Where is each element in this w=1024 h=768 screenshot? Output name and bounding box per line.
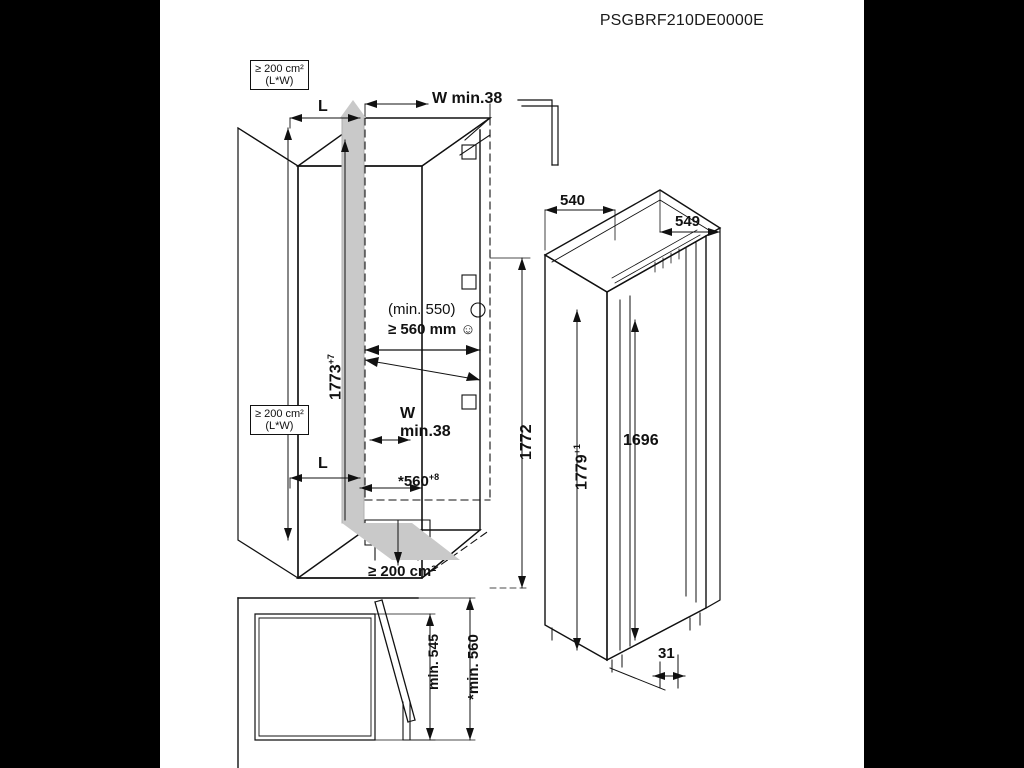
dim-depth-540: 540 bbox=[560, 192, 586, 209]
dim-w-mid: W min.38 bbox=[400, 405, 451, 440]
dim-l-top: L bbox=[318, 98, 328, 115]
dim-door-gap: 31 bbox=[658, 645, 675, 662]
dim-cabinet-height: 1696 bbox=[623, 432, 659, 449]
model-code-label: PSGBRF210DE0000E bbox=[599, 12, 764, 29]
technical-drawing-svg bbox=[160, 0, 864, 768]
dim-niche-width: $*560^{+8}$ bbox=[398, 472, 440, 490]
dim-l-bottom: L bbox=[318, 455, 328, 472]
niche-height-superscript: +7 bbox=[326, 354, 336, 365]
door-height-superscript: +1 bbox=[572, 444, 582, 455]
dim-door-height: $1779^{+1}$ bbox=[572, 444, 591, 490]
dim-depth-549: 549 bbox=[675, 213, 701, 230]
vent-base-label: ≥ 200 cm² bbox=[368, 563, 437, 580]
dim-plan-560: *min. 560 bbox=[465, 634, 482, 700]
dim-plan-545: min. 545 bbox=[425, 633, 441, 690]
dim-w-top: W min.38 bbox=[432, 90, 503, 107]
dim-appliance-total-height: 1772 bbox=[518, 424, 535, 460]
niche-width-superscript: +8 bbox=[428, 472, 440, 482]
vent-top-label: ≥ 200 cm² (L*W) bbox=[250, 60, 309, 90]
depth-note: (min. 550) ≥ 560 mm ☺ bbox=[388, 301, 476, 338]
drawing-sheet bbox=[160, 0, 864, 768]
vent-bottom-label: ≥ 200 cm² (L*W) bbox=[250, 405, 309, 435]
dim-niche-height: $1773^{+7}$ bbox=[326, 354, 345, 400]
